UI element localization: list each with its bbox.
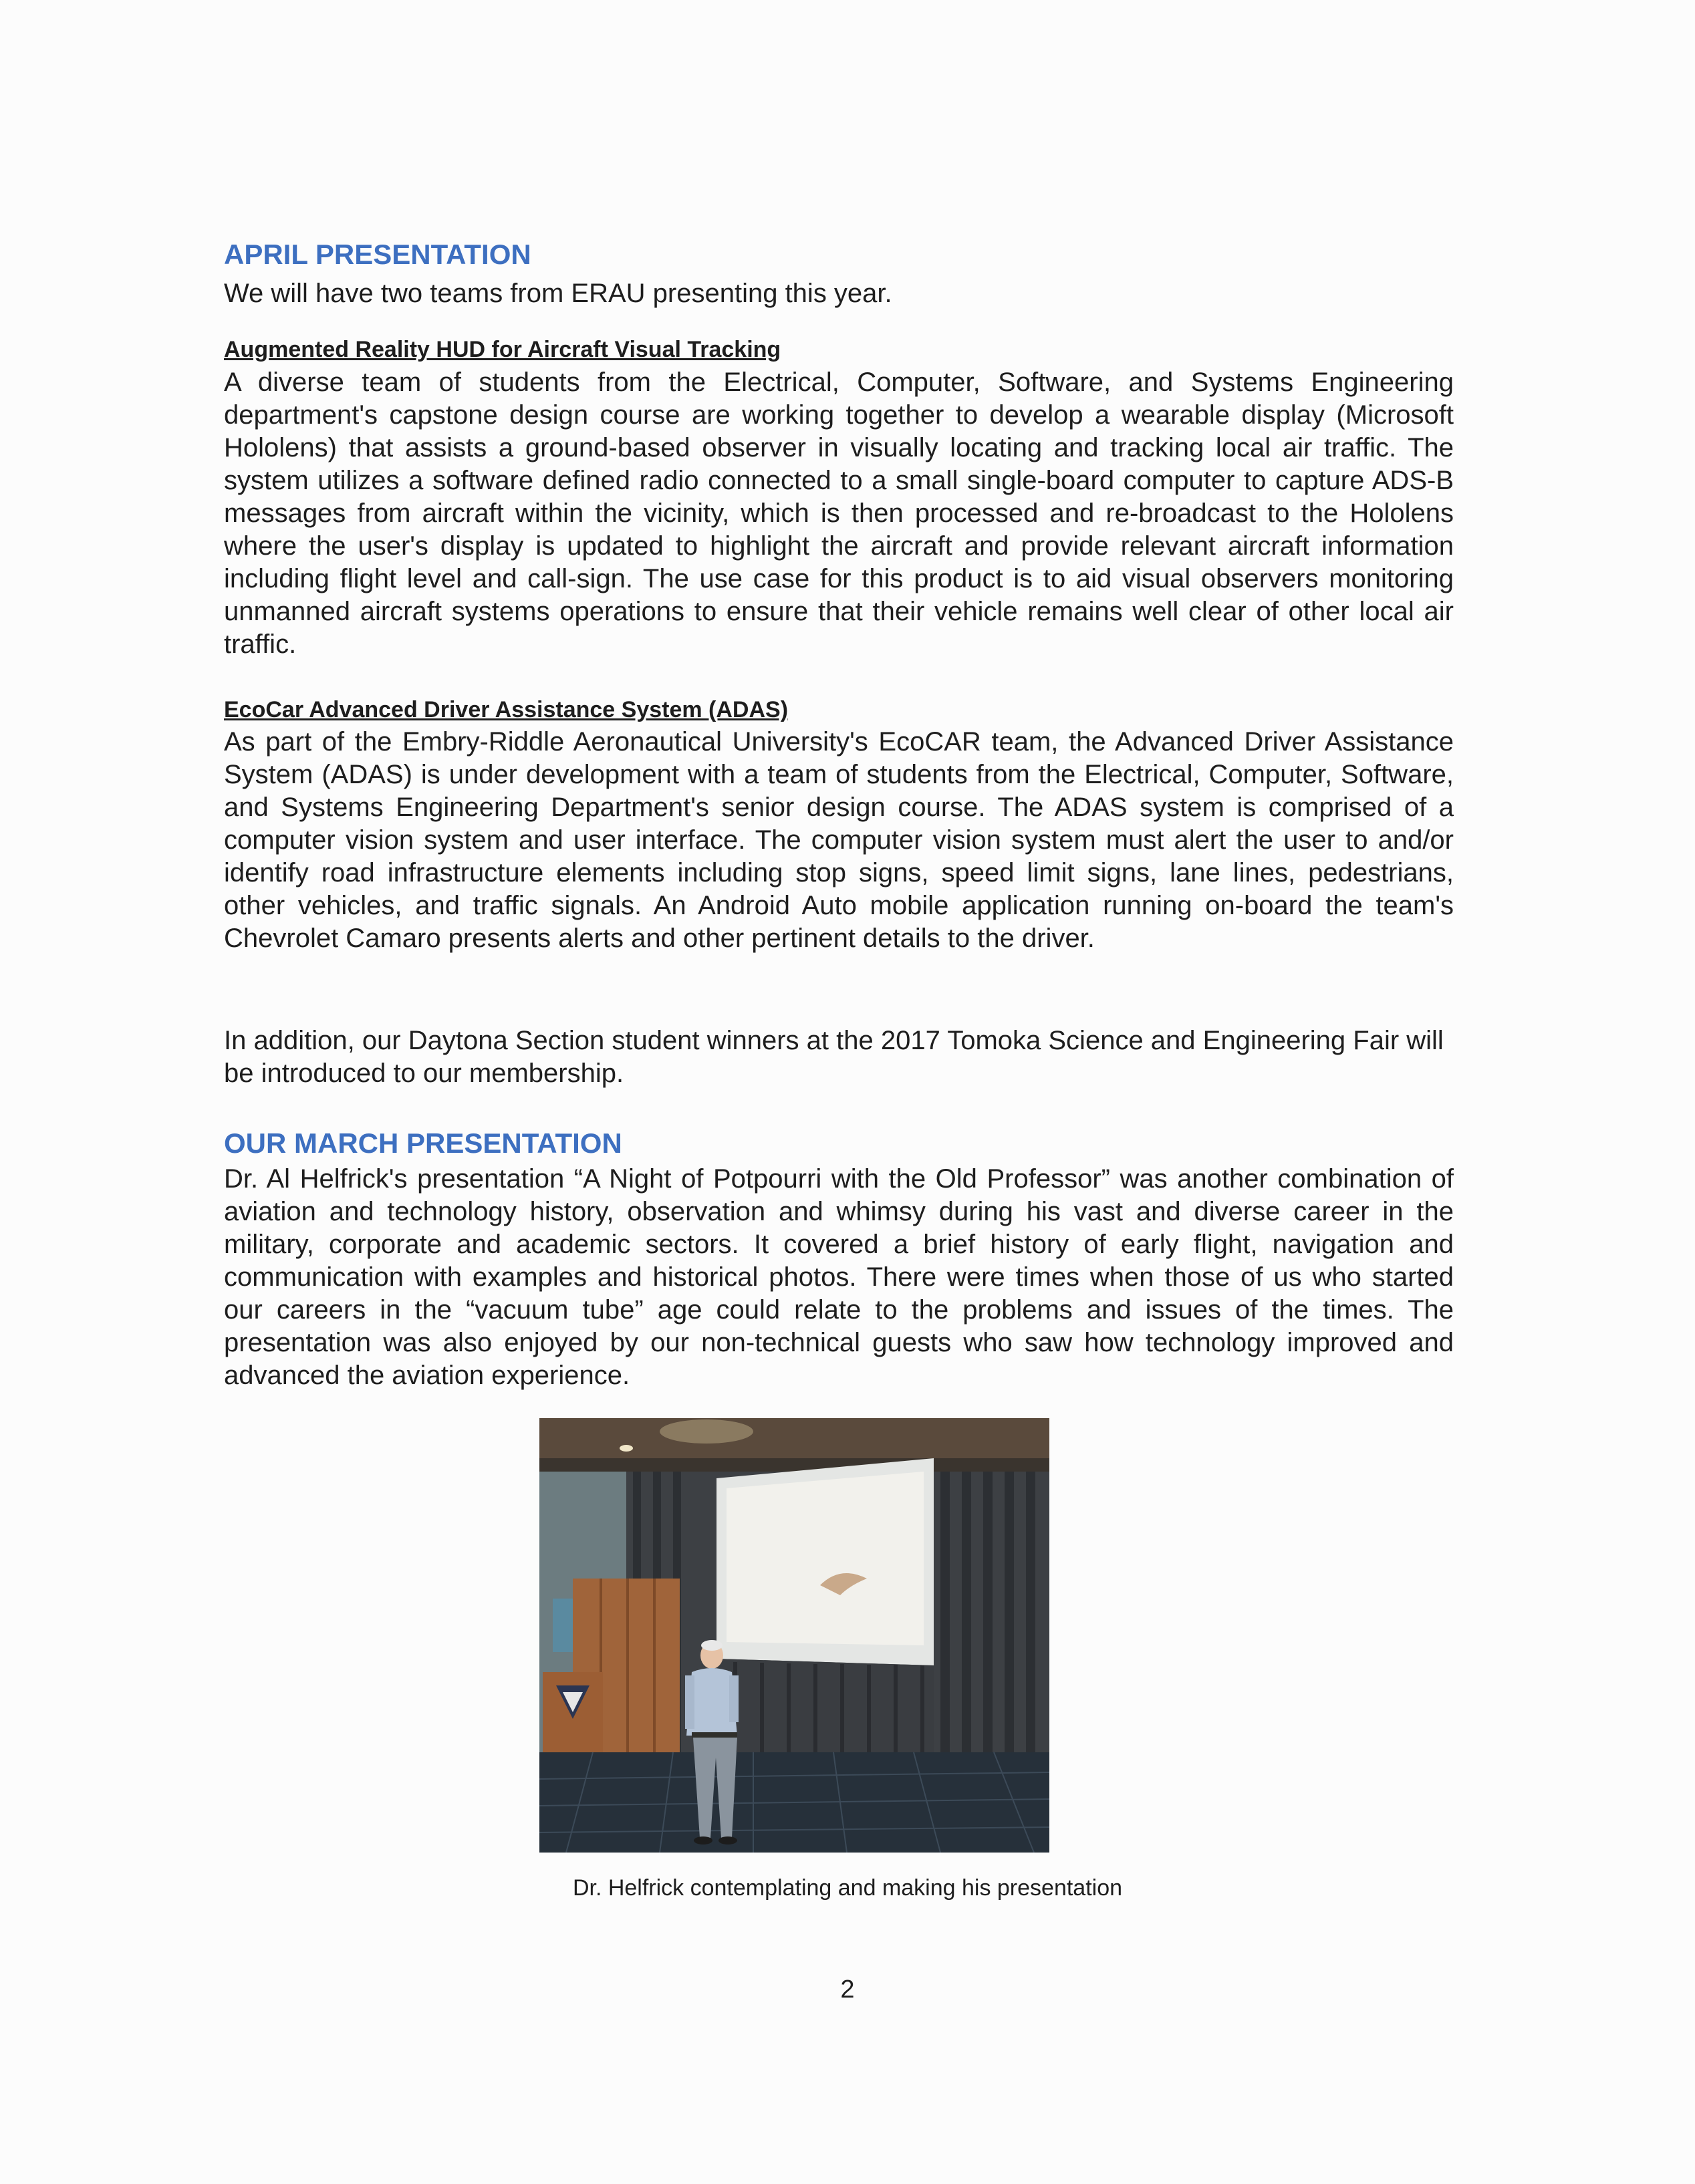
- april-presentation-heading: APRIL PRESENTATION: [224, 239, 531, 270]
- march-presentation-heading: OUR MARCH PRESENTATION: [224, 1127, 622, 1159]
- april-intro-text: We will have two teams from ERAU presenting this year.: [224, 279, 892, 308]
- ar-hud-body: A diverse team of students from the Electrical, Computer, Software, and Systems Engineering department's capstone design course are working together to develop a wearable display (Microsoft Hololens) that assists a ground-based observer in visually locating and tracking local air traffic. The system utilizes a software defined radio connected to a small single-board computer to capture ADS-B messages from aircraft within the vicinity, which is then processed and re-broadcast to the Hololens where the user's display is updated to highlight the aircraft and provide relevant aircraft information including flight level and call-sign. The use case for this product is to aid visual observers monitoring unmanned aircraft systems operations to ensure that their vehicle remains well clear of other local air traffic.: [224, 368, 1454, 659]
- addition-text: In addition, our Daytona Section student winners at the 2017 Tomoka Science and Engineering Fair will be introduced to our membership.: [224, 1026, 1444, 1088]
- presentation-photo: [539, 1418, 1049, 1853]
- photo-caption: Dr. Helfrick contemplating and making his presentation: [572, 1875, 1123, 1901]
- ecocar-body: As part of the Embry-Riddle Aeronautical University's EcoCAR team, the Advanced Driver Assistance System (ADAS) is under development with a team of students from the Electrical, Computer, Software, and Systems Engineering Department's senior design course. The ADAS system is comprised of a computer vision system and user interface. The computer vision system must alert the user to and/or identify road infrastructure elements including stop signs, speed limit signs, lane lines, pedestrians, other vehicles, and traffic signals. An Android Auto mobile application running on-board the team's Chevrolet Camaro presents alerts and other pertinent details to the driver.: [224, 727, 1454, 953]
- ar-hud-title: Augmented Reality HUD for Aircraft Visual Tracking: [224, 337, 781, 362]
- page-number: 2: [840, 1975, 855, 2004]
- march-presentation-body: Dr. Al Helfrick's presentation “A Night of Potpourri with the Old Professor” was another combination of aviation and technology history, observation and whimsy during his vast and diverse career in the military, corporate and academic sectors. It covered a brief history of early flight, navigation and communication with examples and historical photos. There were times when those of us who started our careers in the “vacuum tube” age could relate to the problems and issues of the times. The presentation was also enjoyed by our non-technical guests who saw how technology improved and advanced the aviation experience.: [224, 1164, 1454, 1390]
- ecocar-title: EcoCar Advanced Driver Assistance System (ADAS): [224, 697, 789, 722]
